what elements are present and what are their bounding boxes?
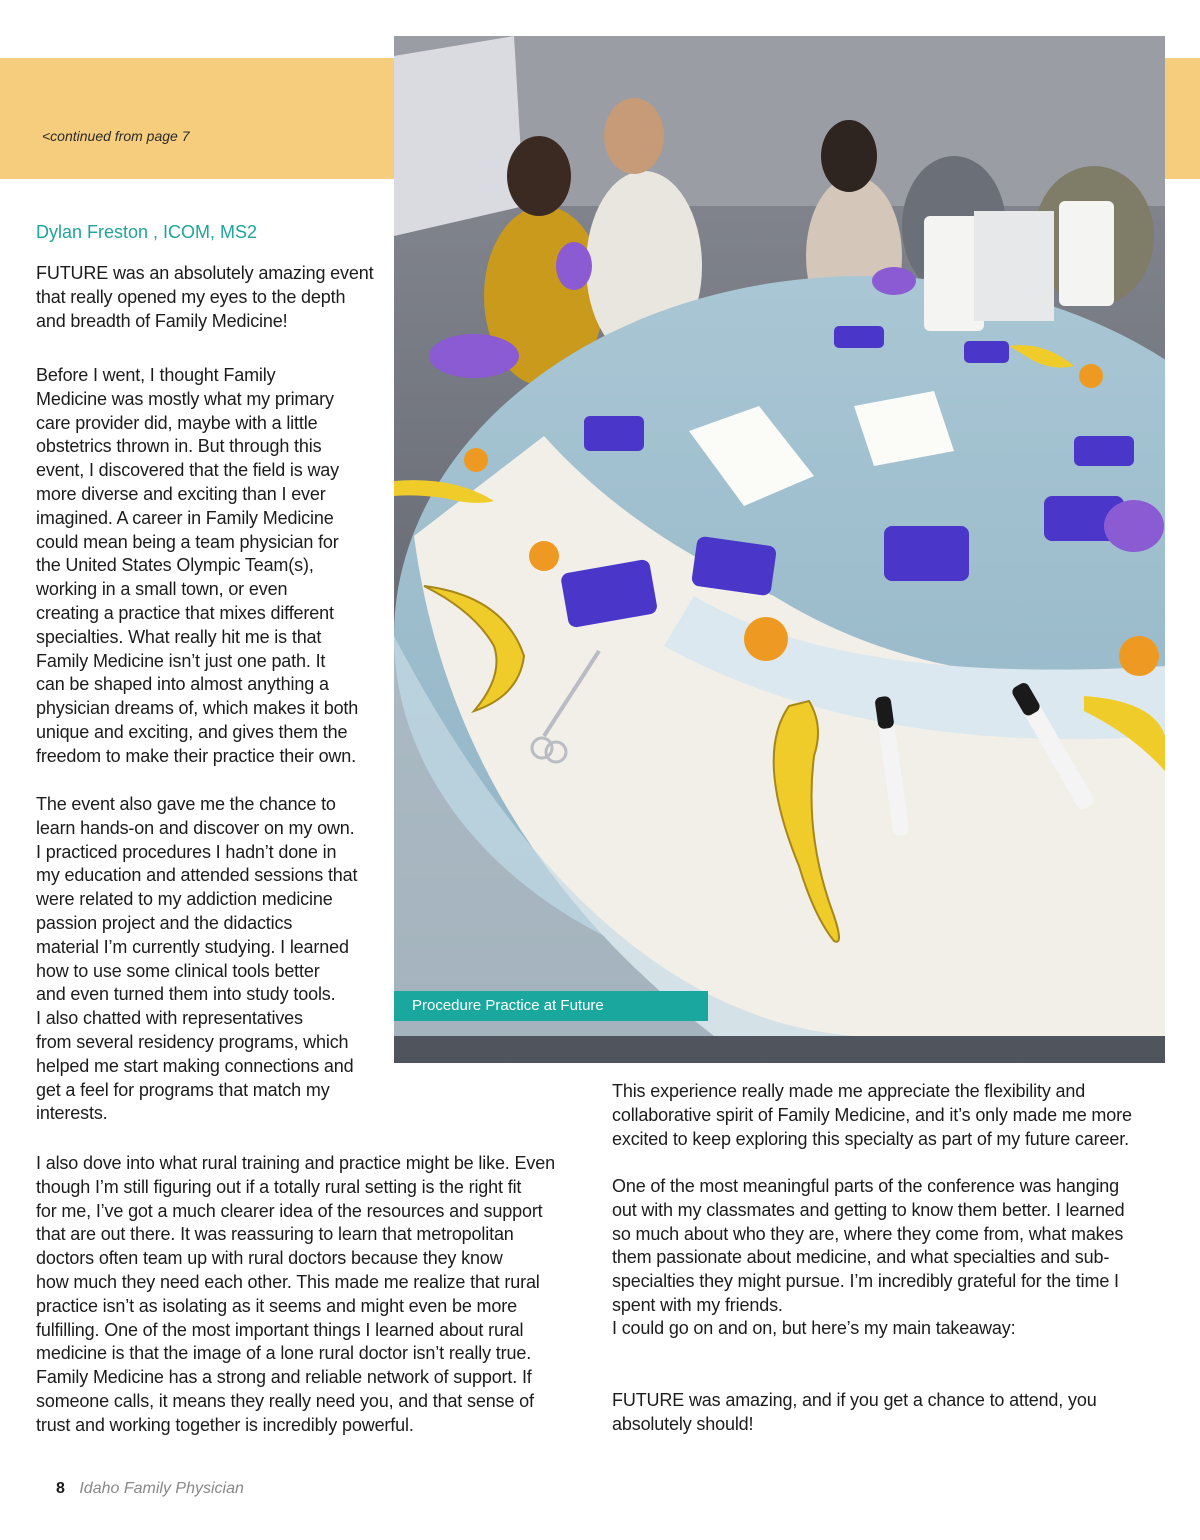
paragraph-experience: This experience really made me appreciate the flexibility and collaborative spirit of Family Medicine, and it’s only made me more excited to keep exploring this specialty as part of my future career. [612,1081,1132,1149]
paragraph-rural: I also dove into what rural training and practice might be like. Even though I’m still figuring out if a totally rural setting is the right fit for me, I’ve got a much clearer idea of the resources and support that are out there. It was reassuring to learn that metropolitan doctors often team up with rural doctors because they know how much they need each other. This made me realize that rural practice isn’t as isolating as it seems and might even be more fulfilling. One of the most important things I learned about rural medicine is that the image of a lone rural doctor isn’t really true. Family Medicine has a strong and reliable network of support. If someone calls, it means they really need you, and that sense of trust and working together is incredibly powerful. [36,1153,555,1435]
paragraph-hands-on: The event also gave me the chance to learn hands-on and discover on my own. I practiced procedures I hadn’t done in my education and attended sessions that were related to my addiction medicine passion project and the didactics material I’m currently studying. I learned how to use some clinical tools better and even turned them into study tools. I also chatted with representatives from several residency programs, which helped me start making connections and get a feel for programs that match my interests. [36,794,358,1124]
author-byline: Dylan Freston , ICOM, MS2 [36,222,258,242]
publication-name: Idaho Family Physician [79,1480,244,1497]
photo-illustration [394,36,1165,1063]
continued-note: <continued from page 7 [42,128,190,144]
paragraph-intro: FUTURE was an absolutely amazing event that really opened my eyes to the depth and breadth of Family Medicine! [36,263,374,331]
photo-caption: Procedure Practice at Future [394,991,708,1021]
paragraph-takeaway: FUTURE was amazing, and if you get a chance to attend, you absolutely should! [612,1390,1097,1434]
page-footer [56,1480,244,1498]
page-number: 8 [56,1480,65,1497]
paragraph-classmates: One of the most meaningful parts of the conference was hanging out with my classmates and getting to know them better. I learned so much about who they are, where they come from, what makes them passionate about medicine, and what specialties and sub- specialties they might pursue. I’m incredibly grateful for the time I spent with my friends. [612,1176,1125,1315]
paragraph-family-medicine: Before I went, I thought Family Medicine was mostly what my primary care provider did, maybe with a little obstetrics thrown in. But through this event, I discovered that the field is way more diverse and exciting than I ever imagined. A career in Family Medicine could mean being a team physician for the United States Olympic Team(s), working in a small town, or even creating a practice that mixes different specialties. What really hit me is that Family Medicine isn’t just one path. It can be shaped into almost anything a physician dreams of, which makes it both unique and exciting, and gives them the freedom to make their practice their own. [36,365,359,766]
event-photo [394,36,1165,1063]
paragraph-takeaway-intro: I could go on and on, but here’s my main takeaway: [612,1318,1016,1338]
